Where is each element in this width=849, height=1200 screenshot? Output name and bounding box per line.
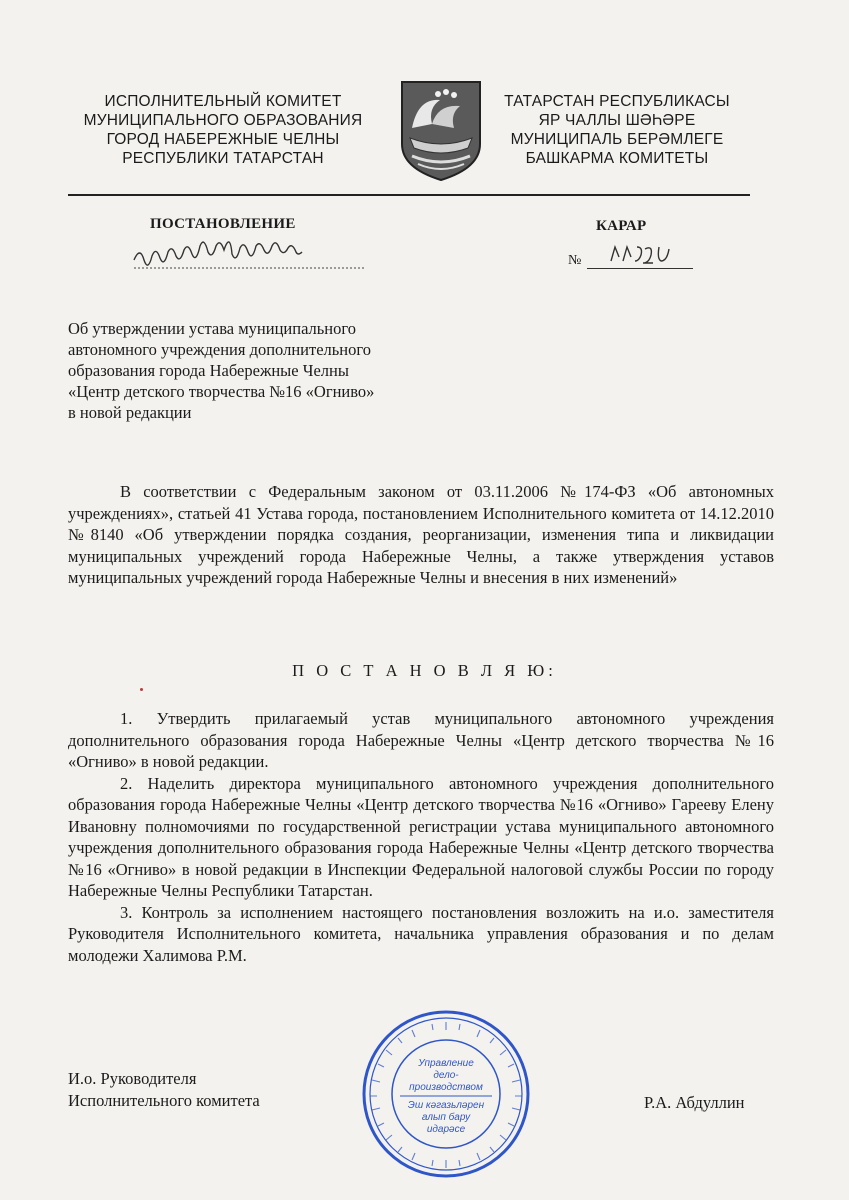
- subject-line: в новой редакции: [68, 403, 192, 422]
- doc-type-ru: ПОСТАНОВЛЕНИЕ: [150, 216, 296, 232]
- stamp-line: производством: [409, 1082, 483, 1093]
- decree-items: [68, 708, 774, 966]
- subject-block: [68, 318, 468, 423]
- number-label: №: [568, 253, 582, 268]
- signatory-title: [68, 1068, 260, 1111]
- header-left-line: МУНИЦИПАЛЬНОГО ОБРАЗОВАНИЯ: [83, 112, 363, 129]
- stamp-line: Управление: [418, 1058, 474, 1069]
- subject-line: автономного учреждения дополнительного: [68, 340, 371, 359]
- header-divider: [68, 194, 750, 196]
- signatory-title-line: Исполнительного комитета: [68, 1090, 260, 1110]
- signatory-title-line: И.о. Руководителя: [68, 1069, 197, 1088]
- subject-line: «Центр детского творчества №16 «Огниво»: [68, 382, 375, 401]
- header-left-block: [58, 92, 388, 168]
- stamp-line: дело-: [433, 1070, 459, 1081]
- stamp-line: идарәсе: [426, 1124, 466, 1135]
- decree-item: 1. Утвердить прилагаемый устав муниципального автономного учреждения дополнительного образования города Набережные Челны «Центр детского творчества №16 «Огниво» в новой редакции.: [68, 709, 774, 771]
- handwritten-number: [607, 243, 677, 267]
- decree-title: П О С Т А Н О В Л Я Ю:: [292, 661, 557, 680]
- decree-item: 3. Контроль за исполнением настоящего постановления возложить на и.о. заместителя Руководителя Исполнительного комитета, начальника управления образования и по делам молодежи Халимова Р.М.: [68, 902, 774, 965]
- official-stamp: [360, 1008, 532, 1180]
- header-left-line: РЕСПУБЛИКИ ТАТАРСТАН: [122, 150, 324, 167]
- header-left-line: ГОРОД НАБЕРЕЖНЫЕ ЧЕЛНЫ: [106, 131, 340, 148]
- header-right-block: [472, 92, 762, 168]
- decree-number-row: [568, 248, 693, 269]
- header-right-line: ЯР ЧАЛЛЫ ШӘҺӘРЕ: [538, 112, 696, 129]
- subject-line: образования города Набережные Челны: [68, 361, 349, 380]
- header-left-line: ИСПОЛНИТЕЛЬНЫЙ КОМИТЕТ: [104, 93, 342, 110]
- number-field: [587, 248, 693, 269]
- decree-item: 2. Наделить директора муниципального автономного учреждения дополнительного образования города Набережные Челны «Центр детского творчества №16 «Огниво» Гарееву Елену Ивановну полномочиями по государственной регистрации устава муниципального автономного учреждения дополнительного образования города Набережные Челны «Центр детского творчества №16 «Огниво» в новой редакции в Инспекции Федеральной налоговой службы России по городу Набережные Челны Республики Татарстан.: [68, 773, 774, 900]
- stamp-line: Эш кәгазьләрен: [407, 1100, 485, 1111]
- header-right-line: ТАТАРСТАН РЕСПУБЛИКАСЫ: [504, 93, 730, 110]
- preamble-paragraph: В соответствии с Федеральным законом от 03.11.2006 №174-ФЗ «Об автономных учреждениях», статьей 41 Устава города, постановлением Исполнительного комитета от 14.12.2010 №8140 «Об утверждении порядка создания, реорганизации, изменения типа и ликвидации муниципальных учреждений города Набережные Челны, а также утверждения уставов муниципальных учреждений города Набережные Челны и внесения в них изменений»: [68, 482, 774, 587]
- header-right-line: МУНИЦИПАЛЬ БЕРӘМЛЕГЕ: [510, 131, 724, 148]
- handwritten-date: [130, 238, 370, 272]
- stamp-line: алып бару: [421, 1112, 471, 1123]
- signatory-name: Р.А. Абдуллин: [644, 1093, 745, 1112]
- subject-line: Об утверждении устава муниципального: [68, 319, 356, 338]
- header-right-line: БАШКАРМА КОМИТЕТЫ: [525, 150, 709, 167]
- red-mark: [140, 688, 143, 691]
- doc-type-tt: КАРАР: [596, 218, 647, 234]
